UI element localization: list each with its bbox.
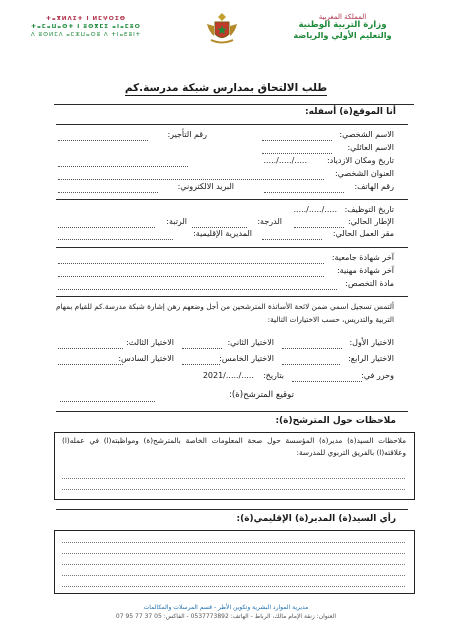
professional-degree-label: آخر شهادة مهنية: — [336, 266, 394, 275]
phone-field[interactable] — [264, 192, 344, 193]
specialty-label: مادة التخصص: — [345, 279, 394, 288]
registration-label: رقم التأجير: — [167, 130, 207, 139]
arabic-line-3: والتعليم الأولي والرياضة — [293, 29, 392, 40]
arabic-line-1: المملكة المغربية — [318, 13, 367, 21]
choice-6-label: الاختيار السادس: — [118, 354, 174, 363]
email-field[interactable] — [58, 192, 158, 193]
opinion-box — [54, 530, 415, 594]
professional-degree-field[interactable] — [58, 276, 324, 277]
candidate-notes-text: ملاحظات السيد(ة) مدير(ة) المؤسسة حول صحة المعلومات الخاصة بالمترشح(ة) ومواظبته(ا) في عمله(ا) وعلاقته(ا) بالفريق التربوي للمدرسة: — [62, 436, 406, 458]
degree-field[interactable] — [192, 227, 247, 228]
choice-3-field[interactable] — [58, 348, 123, 349]
opinion-line[interactable] — [62, 586, 405, 587]
on-date-label: بتاريخ: — [262, 371, 284, 380]
first-name-field[interactable] — [262, 153, 332, 154]
choice-6-field[interactable] — [58, 364, 123, 365]
signature-field[interactable] — [60, 401, 155, 402]
choice-5-field[interactable] — [182, 364, 220, 365]
date-field[interactable]: ...../...../2021 — [202, 371, 254, 380]
rank-label: الرتبة: — [166, 217, 187, 226]
tifinagh-line-2: ⵜⴰⵎⴰⵡⴰⵙⵜ ⵏ ⵓⵙⴳⵎⵉ ⴰⵏⴰⵎⵓⵔ — [31, 24, 141, 31]
birth-date-field[interactable]: ...../...../..... — [263, 156, 307, 165]
registration-field[interactable] — [58, 140, 148, 141]
divider — [56, 247, 408, 248]
opinion-line[interactable] — [62, 553, 405, 554]
choice-2-field[interactable] — [182, 348, 222, 349]
made-in-field[interactable] — [292, 381, 362, 382]
degree-label: الدرجة: — [257, 217, 282, 226]
choice-4-field[interactable] — [282, 364, 340, 365]
page-footer — [0, 603, 452, 622]
tifinagh-header — [26, 15, 146, 39]
last-name-label: الاسم الشخصي: — [339, 130, 394, 139]
notes-line[interactable] — [62, 489, 405, 490]
notes-line[interactable] — [62, 478, 405, 479]
frame-label: الإطار الحالي: — [347, 217, 394, 226]
made-in-label: وحرر في: — [361, 371, 394, 380]
arabic-header — [255, 13, 430, 40]
kingdom-emblem-icon — [203, 10, 241, 46]
arabic-line-2: وزارة التربية الوطنية — [298, 20, 387, 31]
birth-place-field[interactable] — [58, 166, 188, 167]
opinion-line[interactable] — [62, 564, 405, 565]
form-title — [0, 82, 452, 94]
divider — [56, 296, 408, 297]
rank-field[interactable] — [58, 227, 155, 228]
hire-date-field[interactable]: ...../...../..... — [293, 205, 337, 214]
choice-5-label: الاختيار الخامس: — [219, 354, 274, 363]
address-label: العنوان الشخصي: — [335, 169, 394, 178]
last-name-field[interactable] — [262, 140, 332, 141]
address-field[interactable] — [58, 179, 324, 180]
directorate-label: المديرية الإقليمية: — [193, 229, 252, 238]
choice-2-label: الاختيار الثاني: — [227, 338, 274, 347]
workplace-label: مقر العمل الحالي: — [332, 229, 394, 238]
divider — [56, 199, 408, 200]
footer-line-2: العنوان: زنقة الإمام مالك، الرباط - الهاتف: 0537773892 - الفاكس: 05 37 77 95 07 — [115, 613, 337, 621]
form-title-text: طلب الالتحاق بمدارس شبكة مدرسة.كم — [124, 82, 328, 94]
divider — [56, 124, 408, 125]
signer-heading: أنا الموقع(ة) أسفله: — [305, 107, 396, 117]
signature-label: توقيع المترشح(ة): — [229, 390, 294, 400]
university-degree-field[interactable] — [58, 263, 324, 264]
choice-1-label: الاختيار الأول: — [349, 338, 394, 347]
opinion-heading: رأي السيد(ة) المدير(ة) الإقليمي(ة): — [236, 514, 396, 524]
workplace-field[interactable] — [262, 239, 322, 240]
divider — [56, 411, 408, 412]
choice-3-label: الاختيار الثالث: — [126, 338, 174, 347]
hire-date-label: تاريخ التوظيف: — [344, 205, 394, 214]
opinion-line[interactable] — [62, 575, 405, 576]
directorate-field[interactable] — [58, 239, 173, 240]
birth-label: تاريخ ومكان الازدياد: — [326, 156, 394, 165]
candidate-notes-heading: ملاحظات حول المترشح(ة): — [275, 416, 396, 426]
phone-label: رقم الهاتف: — [354, 182, 394, 191]
university-degree-label: آخر شهادة جامعية: — [331, 253, 394, 262]
tifinagh-line-1: ⵜⴰⴳⵍⴷⵉⵜ ⵏ ⵍⵎⵖⵔⵉⴱ — [45, 16, 127, 22]
opinion-line[interactable] — [62, 542, 405, 543]
footer-line-1: مديرية الموارد البشرية وتكوين الأطر - قسم المرسلات والمكالمات — [143, 604, 309, 611]
first-name-label: الاسم العائلي: — [347, 143, 394, 152]
choice-4-label: الاختيار الرابع: — [348, 354, 394, 363]
divider — [56, 509, 408, 510]
specialty-field[interactable] — [58, 289, 337, 290]
request-paragraph: ألتمس تسجيل اسمي ضمن لائحة الأساتذة المترشحين من أجل وضعهم رهن إشارة شبكة مدرسة.كم للقيام بمهام التربية والتدريس، حسب الاختيارات التالية: — [56, 302, 394, 325]
frame-field[interactable] — [294, 227, 344, 228]
choice-1-field[interactable] — [282, 348, 342, 349]
tifinagh-line-3: ⴷ ⵓⵙⵍⵎⴷ ⴰⵎⵣⵡⴰⵔⵓ ⴷ ⵜⵏⴰⴹⵓⵏⵜ — [30, 32, 142, 39]
email-label: البريد الالكتروني: — [177, 182, 234, 191]
divider — [54, 104, 414, 105]
